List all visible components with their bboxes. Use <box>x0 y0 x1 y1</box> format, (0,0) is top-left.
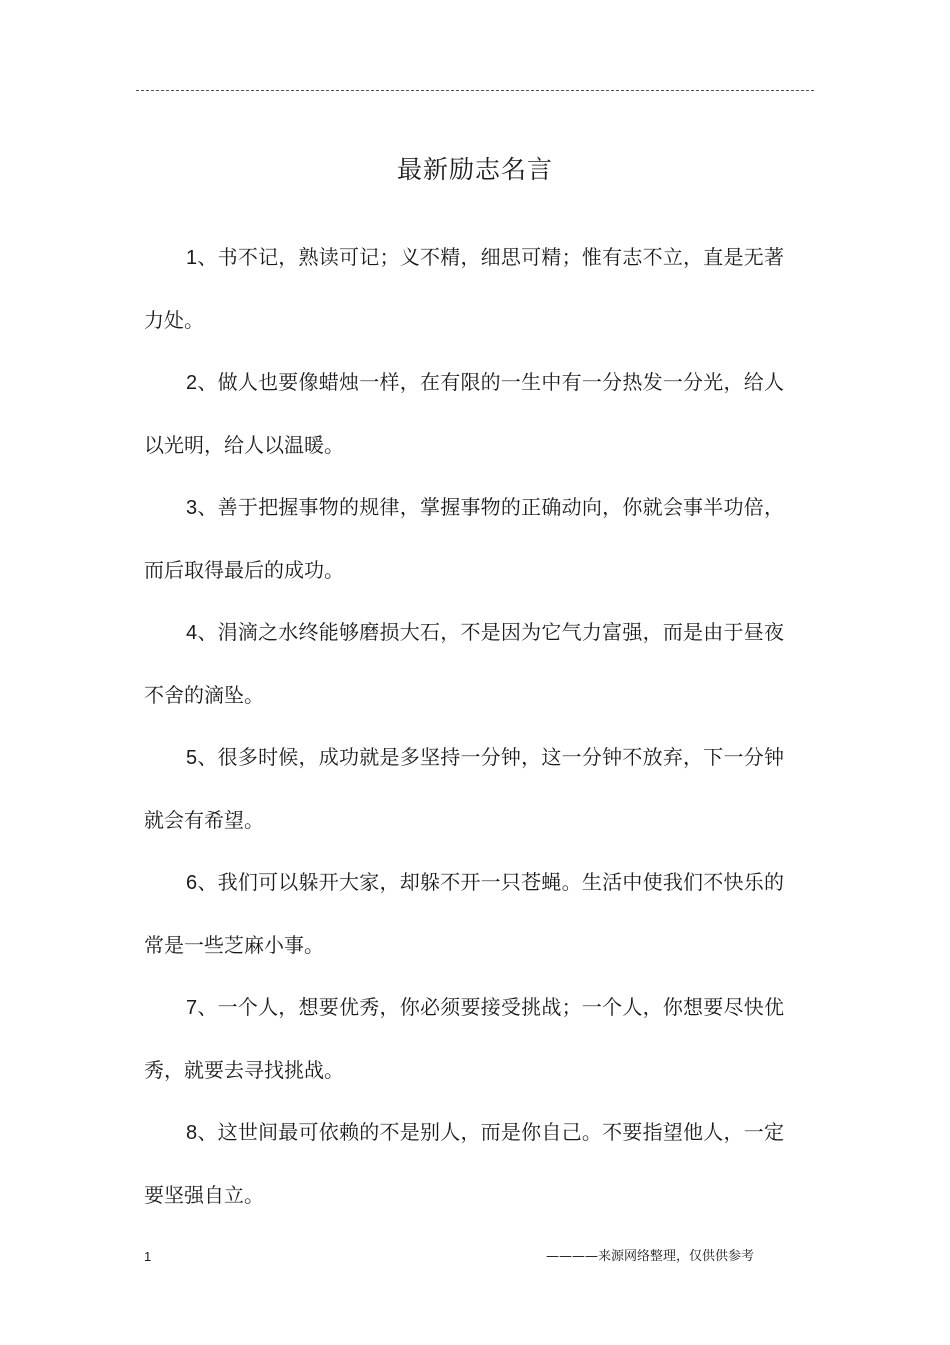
page-number: 1 <box>144 1249 152 1264</box>
quote-text: 、很多时候，成功就是多坚持一分钟，这一分钟不放弃，下一分钟就会有希望。 <box>144 745 784 832</box>
quote-paragraph-3 <box>144 476 784 601</box>
quote-number: 4 <box>186 622 198 644</box>
quote-paragraph-8 <box>144 1101 784 1226</box>
quote-number: 2 <box>186 372 198 394</box>
quote-paragraph-5 <box>144 726 784 851</box>
quote-paragraph-2 <box>144 351 784 476</box>
quote-number: 1 <box>186 247 198 269</box>
quote-number: 8 <box>186 1122 198 1144</box>
quote-paragraph-7 <box>144 976 784 1101</box>
quote-text: 、一个人，想要优秀，你必须要接受挑战；一个人，你想要尽快优秀，就要去寻找挑战。 <box>144 995 784 1082</box>
quote-number: 6 <box>186 872 198 894</box>
page-footer <box>144 1247 754 1267</box>
document-title: 最新励志名言 <box>396 155 553 184</box>
header-rule <box>136 90 814 91</box>
quote-text: 、我们可以躲开大家，却躲不开一只苍蝇。生活中使我们不快乐的常是一些芝麻小事。 <box>144 870 784 957</box>
quote-text: 、做人也要像蜡烛一样，在有限的一生中有一分热发一分光，给人以光明，给人以温暖。 <box>144 370 784 457</box>
quote-number: 7 <box>186 997 198 1019</box>
quote-paragraph-4 <box>144 601 784 726</box>
quote-text: 、善于把握事物的规律，掌握事物的正确动向，你就会事半功倍，而后取得最后的成功。 <box>144 495 784 582</box>
quote-paragraph-6 <box>144 851 784 976</box>
quote-paragraph-1 <box>144 226 784 351</box>
quote-text: 、涓滴之水终能够磨损大石，不是因为它气力富强，而是由于昼夜不舍的滴坠。 <box>144 620 784 707</box>
quote-number: 3 <box>186 497 198 519</box>
quote-text: 、这世间最可依赖的不是别人，而是你自己。不要指望他人，一定要坚强自立。 <box>144 1120 784 1207</box>
footer-source-note: ————来源网络整理，仅供供参考 <box>545 1249 754 1264</box>
quote-text: 、书不记，熟读可记；义不精，细思可精；惟有志不立，直是无著力处。 <box>144 245 784 332</box>
document-body <box>144 226 784 1226</box>
quote-number: 5 <box>186 747 198 769</box>
